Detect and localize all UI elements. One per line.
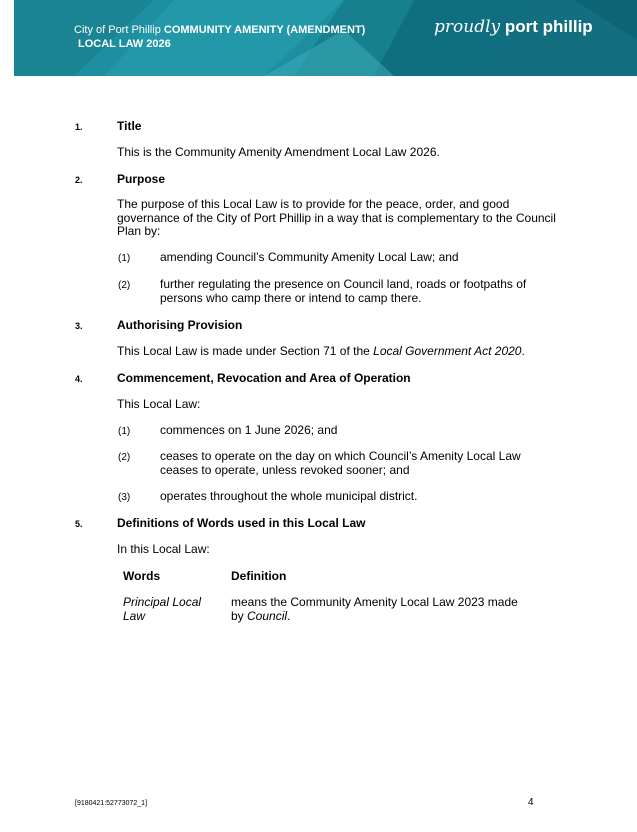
- item-line: persons who camp there or intend to camp there.: [160, 290, 422, 305]
- item-line: further regulating the presence on Council land, roads or footpaths of: [160, 277, 527, 291]
- table-cell-definition: [231, 596, 518, 623]
- section-2-body-line: governance of the City of Port Phillip in a way that is complementary to the Council: [117, 210, 556, 225]
- definition-line: means the Community Amenity Local Law 2023 made: [231, 595, 518, 609]
- page-number: 4: [528, 797, 534, 808]
- header-banner: [14, 0, 637, 76]
- definition-prefix: by: [231, 608, 248, 623]
- table-header-words: Words: [123, 569, 161, 583]
- title-prefix: City of Port Phillip: [74, 24, 161, 36]
- definition-italic: Council: [247, 608, 288, 623]
- section-3-title: Authorising Provision: [117, 318, 243, 332]
- document-title: [74, 23, 365, 51]
- section-2-item-2-text: [160, 278, 526, 305]
- item-line: ceases to operate on the day on which Council’s Amenity Local Law: [160, 449, 521, 463]
- table-header-definition: Definition: [231, 569, 287, 583]
- section-2-body-line: The purpose of this Local Law is to provide for the peace, order, and good: [117, 197, 510, 211]
- title-line2: LOCAL LAW 2026: [78, 38, 171, 50]
- section-4-item-3-number: (3): [118, 492, 131, 503]
- logo-text: port phillip: [504, 17, 593, 36]
- section-3-body-prefix: This Local Law is made under Section 71 of the: [117, 344, 374, 358]
- section-2-body: [117, 198, 556, 239]
- section-1-title: Title: [117, 119, 142, 133]
- section-2-item-1-text: amending Council’s Community Amenity Local Law; and: [160, 250, 459, 264]
- item-line: ceases to operate, unless revoked sooner; and: [160, 462, 410, 477]
- section-3-body-suffix: .: [521, 344, 525, 358]
- section-4-item-2-text: [160, 450, 521, 477]
- section-4-item-1-number: (1): [118, 426, 131, 437]
- word-line: Law: [123, 608, 146, 623]
- section-4-title: Commencement, Revocation and Area of Operation: [117, 371, 411, 385]
- section-2-title: Purpose: [117, 172, 166, 186]
- section-5-number: 5.: [75, 519, 83, 529]
- port-phillip-logo: [434, 17, 593, 37]
- section-3-body: [117, 345, 525, 359]
- definition-suffix: .: [287, 608, 291, 623]
- section-4-item-2-number: (2): [118, 452, 131, 463]
- section-4-item-3-text: operates throughout the whole municipal district.: [160, 489, 418, 503]
- section-2-body-line: Plan by:: [117, 224, 161, 238]
- section-1-number: 1.: [75, 122, 83, 132]
- section-2-item-2-number: (2): [118, 280, 131, 291]
- section-3-number: 3.: [75, 321, 83, 331]
- title-line1: COMMUNITY AMENITY (AMENDMENT): [163, 24, 366, 36]
- definition-line-2: [231, 610, 518, 624]
- section-4-body: This Local Law:: [117, 397, 201, 411]
- document-reference: [9180421:52773072_1]: [75, 800, 148, 807]
- logo-script: proudly: [434, 17, 501, 37]
- act-name: Local Government Act 2020: [373, 344, 522, 358]
- section-2-item-1-number: (1): [118, 253, 131, 264]
- section-4-number: 4.: [75, 374, 83, 384]
- section-2-number: 2.: [75, 175, 83, 185]
- word-line: Principal Local: [123, 595, 202, 609]
- section-5-title: Definitions of Words used in this Local Law: [117, 516, 366, 530]
- table-cell-word: [123, 596, 201, 623]
- section-4-item-1-text: commences on 1 June 2026; and: [160, 423, 338, 437]
- section-5-body: In this Local Law:: [117, 542, 210, 556]
- section-1-body: This is the Community Amenity Amendment Local Law 2026.: [117, 145, 440, 159]
